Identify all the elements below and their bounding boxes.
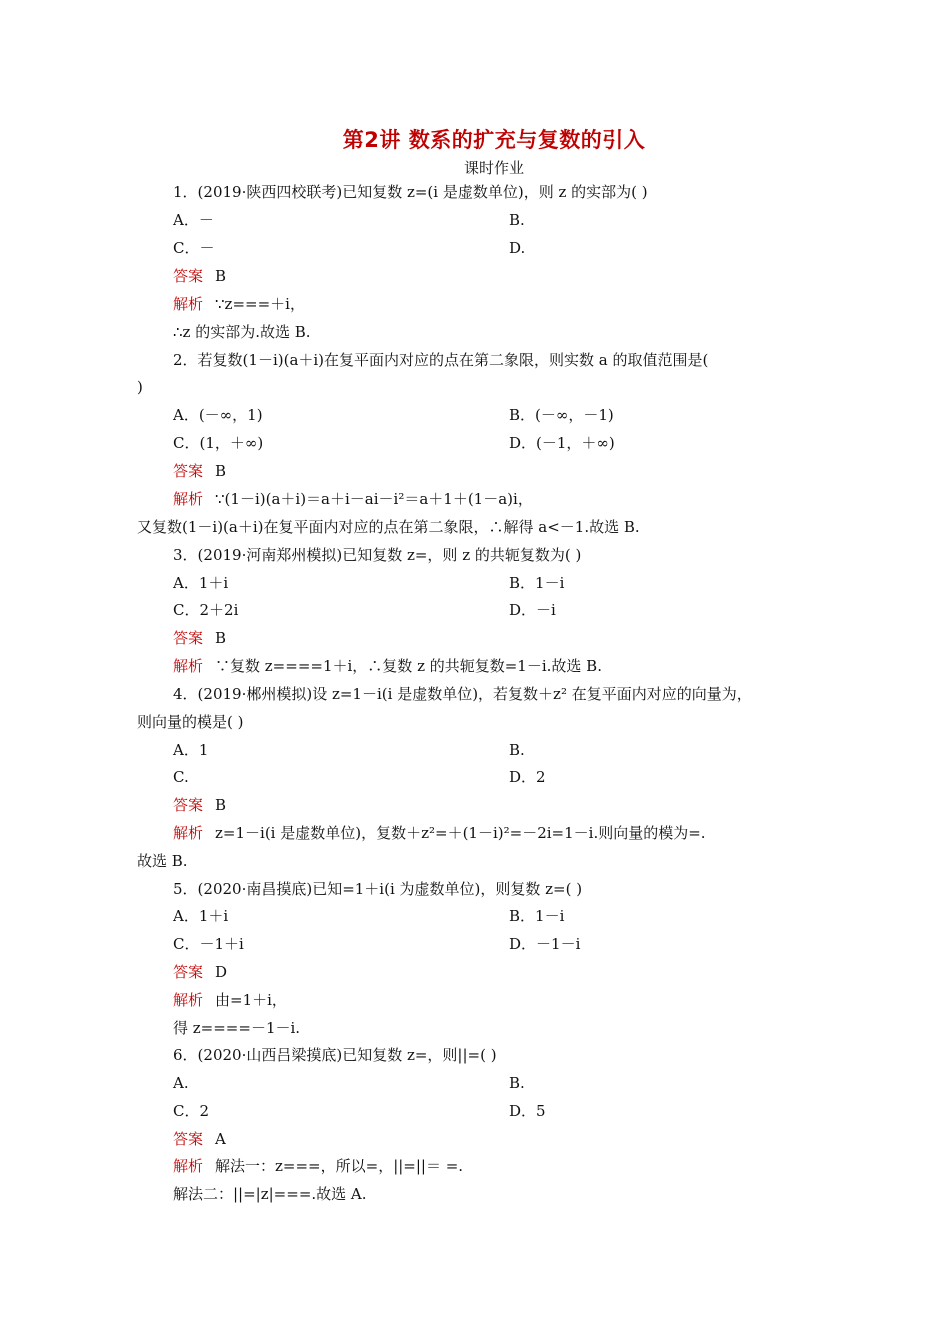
- line-text: B.: [509, 1074, 525, 1092]
- line-text: C．(1，＋∞): [173, 434, 264, 452]
- line-text: B．1－i: [509, 907, 565, 925]
- line-text: C．2＋2i: [173, 601, 239, 619]
- text-line-q3d: [509, 600, 556, 620]
- text-line-q6: [173, 1045, 497, 1065]
- text-line-q4d: [509, 767, 546, 787]
- line-text: A．－: [173, 211, 214, 229]
- line-text: 1．(2019·陕西四校联考)已知复数 z=(i 是虚数单位)，则 z 的实部为( ): [173, 183, 648, 201]
- text-line-q1exp2: [173, 322, 311, 342]
- text-line-q4ans: [173, 795, 226, 815]
- text-line-q6a: [173, 1073, 189, 1093]
- line-text: z=1－i(i 是虚数单位)，复数＋z²=＋(1－i)²=－2i=1－i.则向量的模为=.: [215, 824, 706, 842]
- line-text: 故选 B.: [137, 852, 188, 870]
- line-text: ): [137, 378, 143, 396]
- text-line-q1a: [173, 210, 214, 230]
- analysis-tag: 解析: [173, 657, 204, 675]
- answer-tag: 答案: [173, 796, 204, 814]
- page-subtitle: 课时作业: [463, 159, 524, 177]
- line-text: 6．(2020·山西吕梁摸底)已知复数 z=，则||=( ): [173, 1046, 497, 1064]
- text-line-q4b: [509, 740, 525, 760]
- text-line-q6ans: [173, 1129, 226, 1149]
- text-line-q2bb: [509, 405, 614, 425]
- analysis-tag: 解析: [173, 1157, 204, 1175]
- text-line-q2exp: [173, 489, 533, 509]
- line-text: A.: [173, 1074, 189, 1092]
- line-text: ∴z 的实部为.故选 B.: [173, 323, 311, 341]
- text-line-q3b: [509, 573, 564, 593]
- text-line-q5exp: [173, 990, 287, 1010]
- text-line-q2exp2: [137, 517, 640, 537]
- text-line-q5d: [509, 934, 580, 954]
- line-text: 解法一：z===，所以=，||=||＝ =.: [215, 1157, 464, 1175]
- line-text: B: [215, 629, 227, 647]
- line-text: A．1＋i: [173, 574, 229, 592]
- text-line-q4: [173, 684, 752, 704]
- text-line-q4exp: [173, 823, 706, 843]
- line-text: A．(－∞，1): [173, 406, 263, 424]
- line-text: 则向量的模是( ): [137, 713, 244, 731]
- text-line-q1d: [509, 238, 525, 258]
- text-line-q5exp2: [173, 1018, 300, 1038]
- analysis-tag: 解析: [173, 295, 204, 313]
- text-line-q4a: [173, 740, 208, 760]
- text-line-q5b: [509, 906, 564, 926]
- answer-tag: 答案: [173, 629, 204, 647]
- line-text: B.: [509, 741, 525, 759]
- text-line-q3ans: [173, 628, 226, 648]
- line-text: A．1: [173, 741, 209, 759]
- text-line-q4b2: [137, 712, 243, 732]
- text-line-q3exp: [173, 656, 602, 676]
- text-line-q5a: [173, 906, 228, 926]
- line-text: D: [215, 963, 228, 981]
- line-text: 又复数(1－i)(a＋i)在复平面内对应的点在第二象限，∴解得 a<－1.故选 B.: [137, 518, 640, 536]
- answer-tag: 答案: [173, 462, 204, 480]
- text-line-q5ans: [173, 962, 227, 982]
- text-line-q1: [173, 182, 648, 202]
- answer-tag: 答案: [173, 267, 204, 285]
- text-line-q5: [173, 879, 582, 899]
- line-text: B．(－∞，－1): [509, 406, 614, 424]
- line-text: B: [215, 796, 227, 814]
- answer-tag: 答案: [173, 963, 204, 981]
- text-line-q4c: [173, 767, 189, 787]
- text-line-q1ans: [173, 266, 226, 286]
- text-line-q6d: [509, 1101, 546, 1121]
- text-line-q6exp: [173, 1156, 463, 1176]
- line-text: 3．(2019·河南郑州模拟)已知复数 z=，则 z 的共轭复数为( ): [173, 546, 582, 564]
- text-line-q6b: [509, 1073, 525, 1093]
- line-text: D．－1－i: [509, 935, 581, 953]
- text-line-q6c: [173, 1101, 209, 1121]
- text-line-q4exp2: [137, 851, 188, 871]
- text-line-q2a: [173, 405, 263, 425]
- analysis-tag: 解析: [173, 991, 204, 1009]
- line-text: B: [215, 462, 227, 480]
- text-line-q2ans: [173, 461, 226, 481]
- text-line-q2: [173, 350, 708, 370]
- text-line-q1exp: [173, 294, 305, 314]
- line-text: ∵复数 z====1＋i，∴复数 z 的共轭复数=1－i.故选 B.: [215, 657, 602, 675]
- line-text: D.: [509, 239, 526, 257]
- line-text: D．2: [509, 768, 546, 786]
- text-line-q1c: [173, 238, 214, 258]
- line-text: A．1＋i: [173, 907, 229, 925]
- line-text: D．(－1，＋∞): [509, 434, 615, 452]
- page-title: 第2讲 数系的扩充与复数的引入: [342, 128, 646, 152]
- text-line-q3: [173, 545, 581, 565]
- text-line-q5c: [173, 934, 244, 954]
- line-text: C．2: [173, 1102, 210, 1120]
- text-line-q2b2: [137, 377, 143, 397]
- text-line-q2c: [173, 433, 263, 453]
- text-line-q3a: [173, 573, 228, 593]
- line-text: ∵(1－i)(a＋i)＝a＋i－ai－i²＝a＋1＋(1－a)i，: [215, 490, 533, 508]
- line-text: ∵z===＋i，: [215, 295, 305, 313]
- line-text: 由=1＋i，: [215, 991, 287, 1009]
- line-text: C．－1＋i: [173, 935, 244, 953]
- analysis-tag: 解析: [173, 490, 204, 508]
- line-text: C．－: [173, 239, 215, 257]
- line-text: 2．若复数(1－i)(a＋i)在复平面内对应的点在第二象限，则实数 a 的取值范围是(: [173, 351, 709, 369]
- text-line-q1b: [509, 210, 525, 230]
- line-text: D．5: [509, 1102, 546, 1120]
- line-text: 5．(2020·南昌摸底)已知=1＋i(i 为虚数单位)，则复数 z=( ): [173, 880, 583, 898]
- analysis-tag: 解析: [173, 824, 204, 842]
- line-text: D．－i: [509, 601, 556, 619]
- text-line-q6exp2: [173, 1184, 367, 1204]
- line-text: B．1－i: [509, 574, 565, 592]
- text-line-q3c: [173, 600, 238, 620]
- line-text: 4．(2019·郴州模拟)设 z=1－i(i 是虚数单位)，若复数＋z² 在复平面内对应的向量为，: [173, 685, 752, 703]
- line-text: 解法二：||=|z|===.故选 A.: [173, 1185, 367, 1203]
- line-text: 得 z====－1－i.: [173, 1019, 301, 1037]
- line-text: B: [215, 267, 227, 285]
- line-text: C.: [173, 768, 189, 786]
- text-line-q2d: [509, 433, 615, 453]
- line-text: B.: [509, 211, 525, 229]
- answer-tag: 答案: [173, 1130, 204, 1148]
- line-text: A: [215, 1130, 226, 1148]
